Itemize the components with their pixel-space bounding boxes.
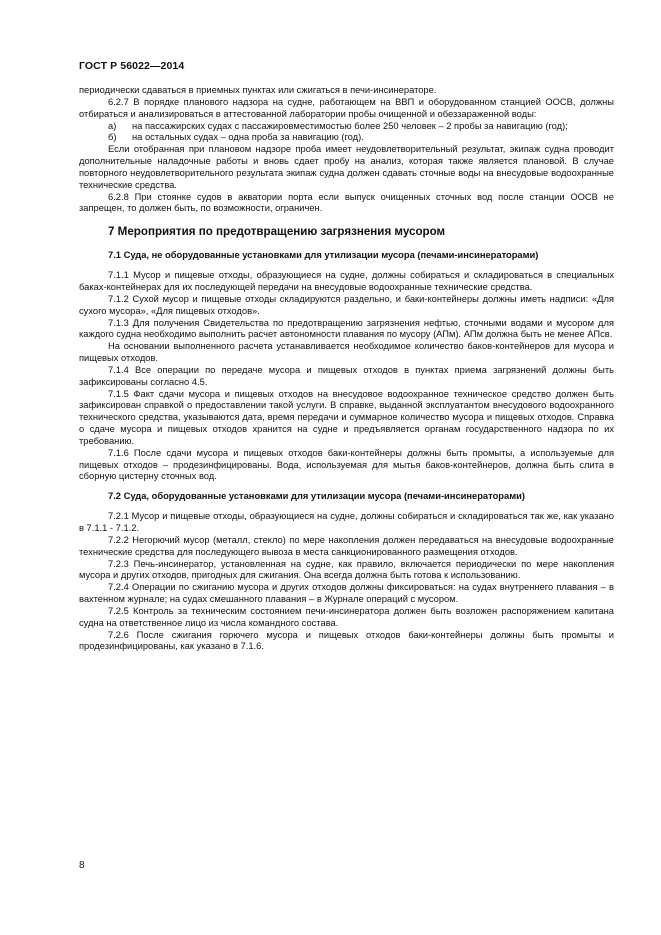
paragraph-7-1-6: 7.1.6 После сдачи мусора и пищевых отходов баки-контейнеры должны быть промыты, а используемые для пищевых отходов – продезинфицированы. Вода, используемая для мытья баков-контейнеров, должна быть слита в сборную цистерну сточных вод. bbox=[79, 447, 614, 482]
spacer bbox=[79, 503, 614, 511]
paragraph-7-1-2: 7.1.2 Сухой мусор и пищевые отходы складируются раздельно, и баки-контейнеры должны иметь надписи: «Для сухого мусора», «Для пищевых отходов». bbox=[79, 293, 614, 316]
paragraph-result: Если отобранная при плановом надзоре проба имеет неудовлетворительный результат, экипаж судна проводит дополнительные наладочные работы и вновь сдает пробу на анализ, которая также является плановой. В случае повторного неудовлетворительного результата экипаж судна должен сдавать сточные воды на внесудовые водоохранные технические средства. bbox=[79, 144, 614, 190]
list-item-a bbox=[79, 121, 614, 133]
paragraph-7-2-1: 7.2.1 Мусор и пищевые отходы, образующиеся на судне, должны собираться и складироваться так же, как указано в 7.1.1 - 7.1.2. bbox=[79, 511, 614, 533]
paragraph-7-2-6: 7.2.6 После сжигания горючего мусора и пищевых отходов баки-контейнеры должны быть промыты и продезинфицированы, как указано в 7.1.6. bbox=[79, 629, 614, 652]
paragraph-continuation: периодически сдаваться в приемных пунктах или сжигаться в печи-инсинераторе. bbox=[79, 85, 437, 95]
spacer bbox=[79, 262, 614, 270]
page-number: 8 bbox=[79, 860, 85, 871]
paragraph-7-1-4: 7.1.4 Все операции по передаче мусора и пищевых отходов в пунктах приема загрязнений должны быть зафиксированы согласно 4.5. bbox=[79, 364, 614, 387]
section-7-heading: 7 Мероприятия по предотвращению загрязнения мусором bbox=[108, 225, 446, 239]
paragraph-7-2-2: 7.2.2 Негорючий мусор (металл, стекло) по мере накопления должен передаваться на внесудовые водоохранные технические средства для последующего вывоза в места санкционированного размещения отходов. bbox=[79, 534, 614, 557]
spacer bbox=[79, 483, 614, 491]
paragraph-7-1-3-cont: На основании выполненного расчета устанавливается необходимое количество баков-контейнеров для мусора и пищевых отходов. bbox=[79, 341, 614, 364]
paragraph-7-2-5: 7.2.5 Контроль за техническим состоянием печи-инсинератора должен быть возложен распоряжением капитана судна на ответственное лицо из числа командного состава. bbox=[79, 605, 614, 628]
paragraph-7-1-1: 7.1.1 Мусор и пищевые отходы, образующиеся на судне, должны собираться и складироваться в специальных баках-контейнерах для их последующей передачи на внесудовые водоохранные технические средства. bbox=[79, 270, 614, 292]
paragraph-7-1-3: 7.1.3 Для получения Свидетельства по предотвращению загрязнения нефтью, сточными водами и мусором для каждого судна необходимо выполнить расчет автономности плавания по мусору (АПм). АПм должна быть не менее АПсв. bbox=[79, 317, 614, 340]
paragraph-7-2-3: 7.2.3 Печь-инсинератор, установленная на судне, как правило, включается периодически по мере накопления мусора и других отходов, пригодных для сжигания. Она всегда должна быть готова к использованию. bbox=[79, 558, 614, 581]
paragraph-6-2-8: 6.2.8 При стоянке судов в акватории порта если выпуск очищенных сточных вод после станции ООСВ не запрещен, то должен быть, по возможности, ограничен. bbox=[79, 191, 614, 214]
list-text-a: на пассажирских судах с пассажировместимостью более 250 человек – 2 пробы за навигацию (год); bbox=[132, 120, 568, 131]
document-body bbox=[79, 85, 614, 653]
list-marker-b: б) bbox=[108, 132, 117, 143]
list-item-b bbox=[79, 132, 614, 144]
paragraph-7-1-5: 7.1.5 Факт сдачи мусора и пищевых отходов на внесудовое водоохранное техническое средство должен быть зафиксирован справкой о предоставлении такой услуги. В справке, выданной эксплуатантом внесудового водоохранного технического средства, указываются дата, время передачи и суммарное количество мусора и пищевых отходов. Справка о сдаче мусора и пищевых отходов хранится на судне и предъявляется органам государственного надзора по их требованию. bbox=[79, 388, 614, 446]
list-marker-a: а) bbox=[108, 120, 117, 131]
paragraph-7-2-4: 7.2.4 Операции по сжиганию мусора и других отходов должны фиксироваться: на судах внутреннего плавания – в вахтенном журнале; на судах смешанного плавания – в Журнале операций с мусором. bbox=[79, 582, 614, 605]
standard-header: ГОСТ Р 56022—2014 bbox=[79, 60, 185, 72]
subsection-7-1-heading: 7.1 Суда, не оборудованные установками для утилизации мусора (печами-инсинераторами) bbox=[108, 250, 539, 261]
paragraph-6-2-7: 6.2.7 В порядке планового надзора на судне, работающем на ВВП и оборудованном станцией ООСВ, должны отбираться и анализироваться в аттестованной лаборатории пробы очищенной и обеззараженной воды: bbox=[79, 96, 614, 119]
subsection-7-2-heading: 7.2 Суда, оборудованные установками для утилизации мусора (печами-инсинераторами) bbox=[108, 491, 525, 502]
list-text-b: на остальных судах – одна проба за навигацию (год). bbox=[132, 132, 364, 143]
